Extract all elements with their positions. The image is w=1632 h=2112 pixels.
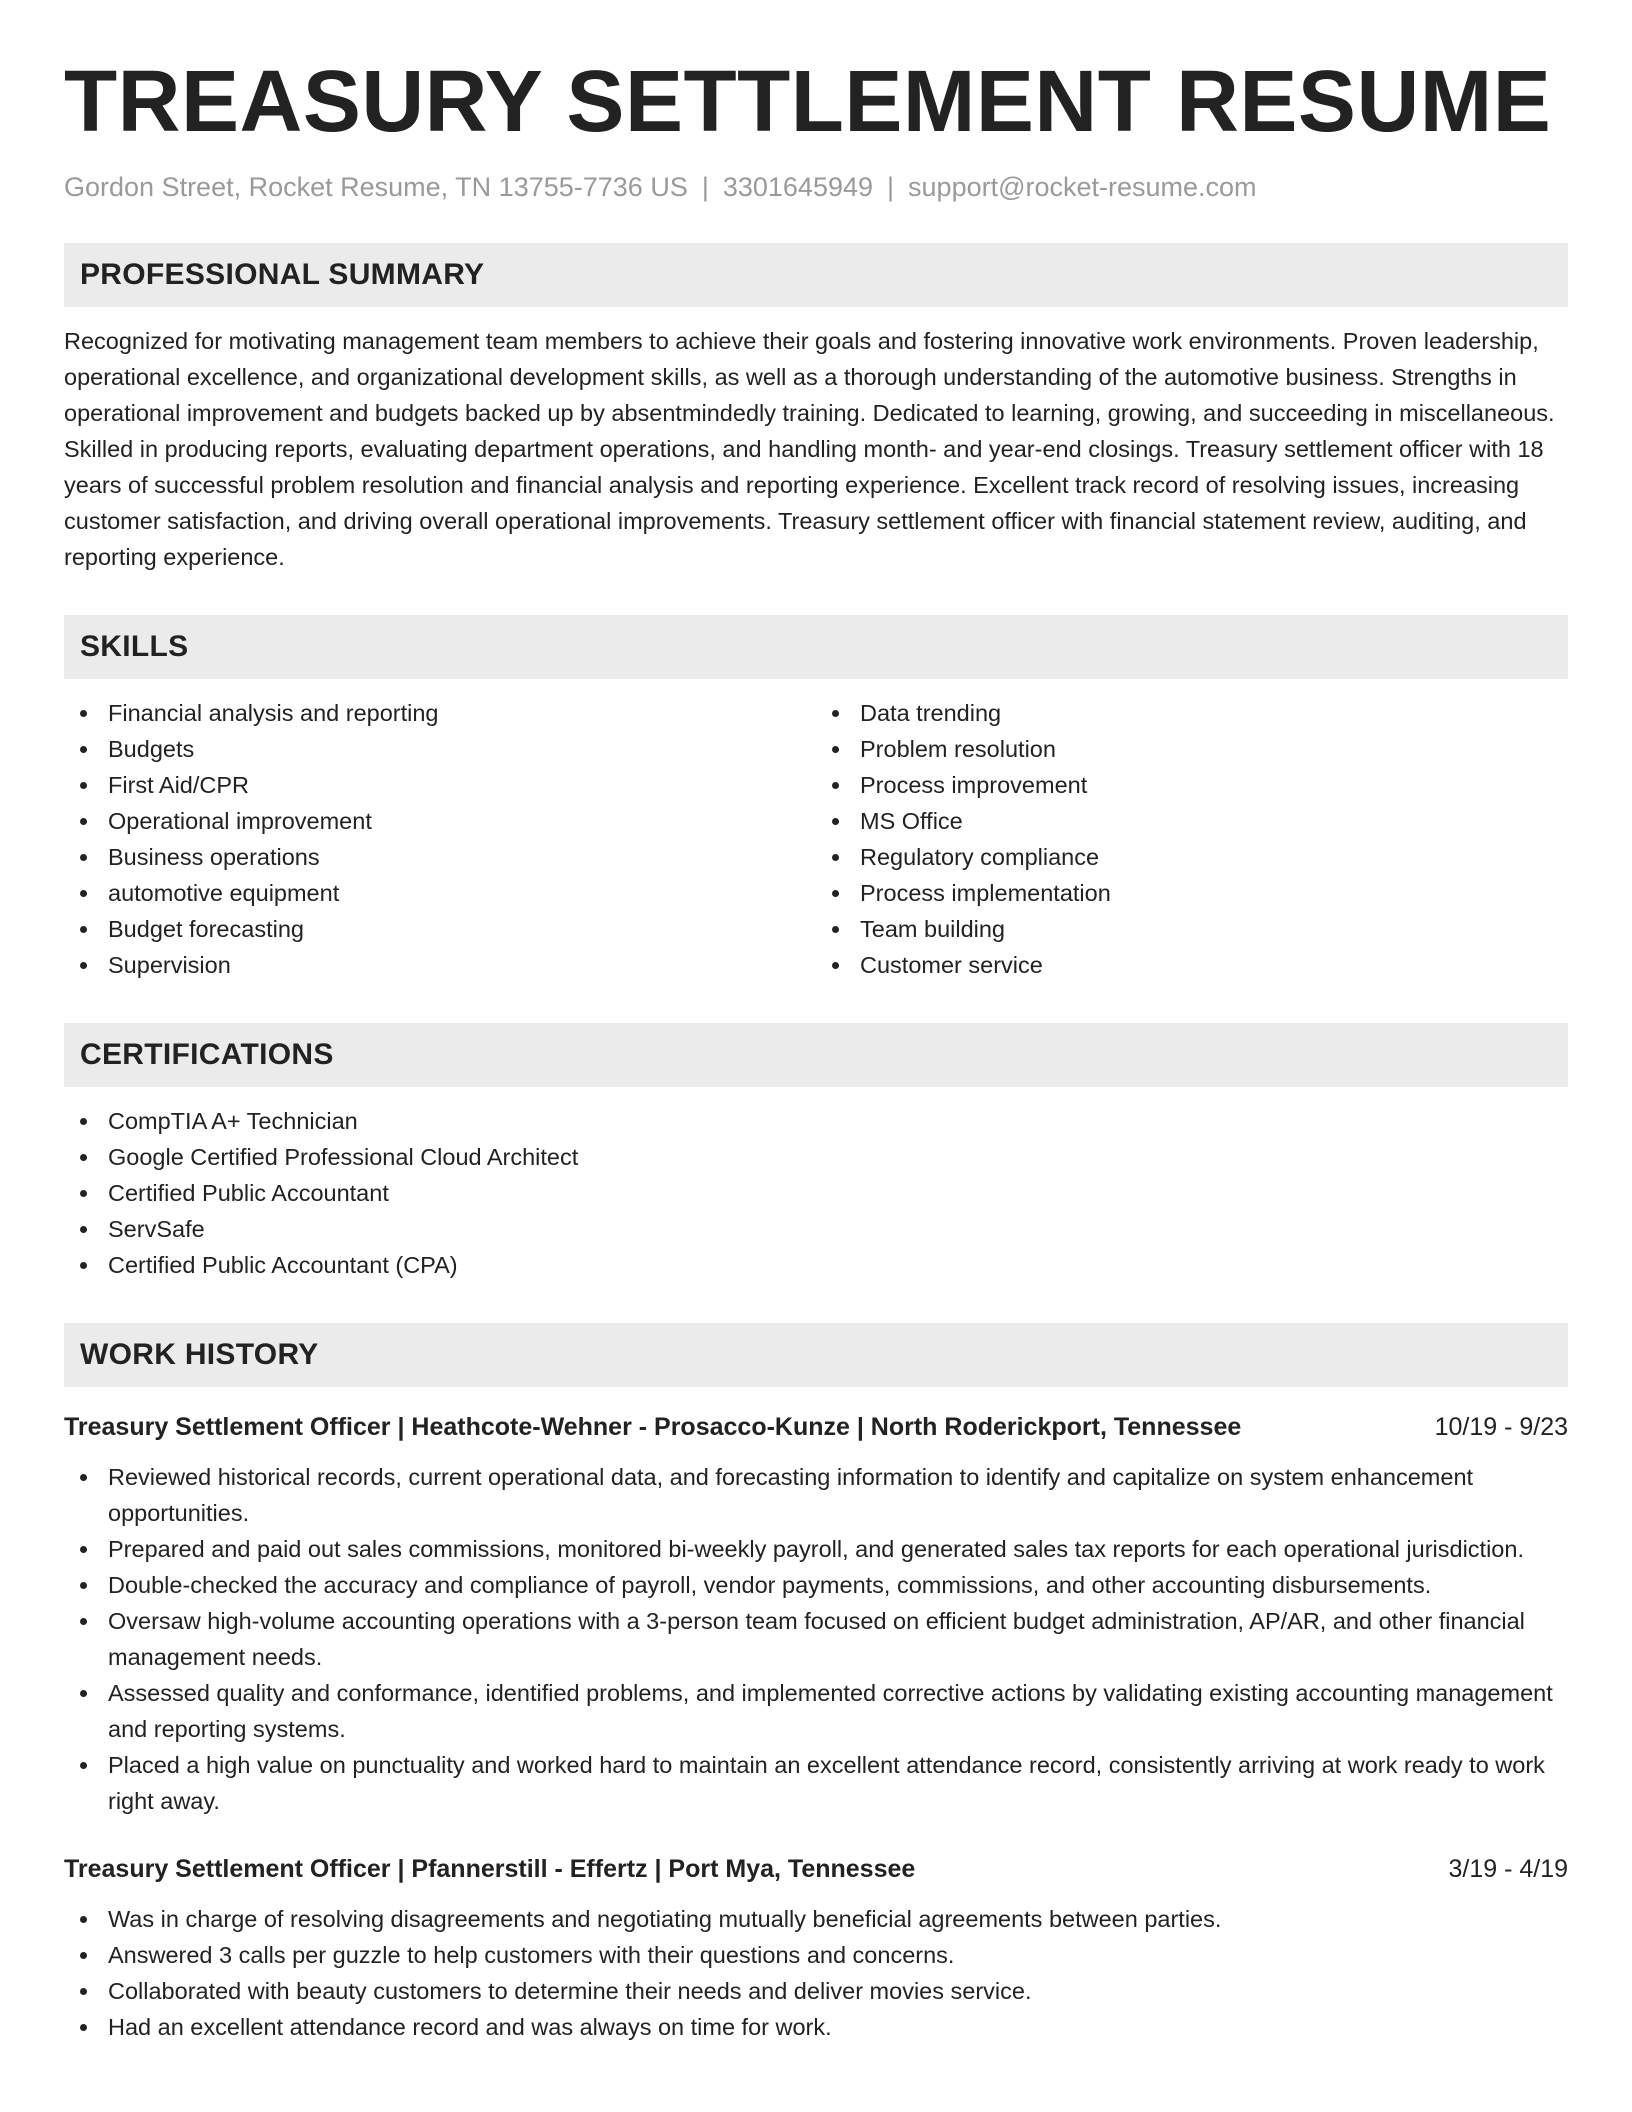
section-heading-summary: PROFESSIONAL SUMMARY: [64, 243, 1568, 307]
job-bullet: Placed a high value on punctuality and worked hard to maintain an excellent attendance record, consistently arriving at work ready to work right away.: [64, 1747, 1568, 1819]
certifications-list: [64, 1103, 1568, 1283]
job-title: Treasury Settlement Officer | Heathcote-Wehner - Prosacco-Kunze | North Roderickport, Tennessee: [64, 1413, 1242, 1442]
skill-item: MS Office: [816, 803, 1568, 839]
contact-phone: 3301645949: [722, 172, 874, 202]
skill-item: automotive equipment: [64, 875, 816, 911]
summary-section: [64, 243, 1568, 575]
contact-separator: |: [701, 172, 709, 202]
job-bullet: Was in charge of resolving disagreements and negotiating mutually beneficial agreements between parties.: [64, 1901, 1568, 1937]
skill-item: Problem resolution: [816, 731, 1568, 767]
skill-item: Budget forecasting: [64, 911, 816, 947]
skill-item: Process implementation: [816, 875, 1568, 911]
job-bullet: Collaborated with beauty customers to determine their needs and deliver movies service.: [64, 1973, 1568, 2009]
job-dates: 10/19 - 9/23: [1434, 1413, 1568, 1442]
certifications-section: [64, 1023, 1568, 1283]
contact-address: Gordon Street, Rocket Resume, TN 13755-7736 US: [64, 172, 688, 202]
skill-item: Process improvement: [816, 767, 1568, 803]
skill-item: Supervision: [64, 947, 816, 983]
skills-grid: [64, 695, 1568, 983]
job-bullet: Assessed quality and conformance, identified problems, and implemented corrective actions by validating existing accounting management and reporting systems.: [64, 1675, 1568, 1747]
job-entry: [64, 1409, 1568, 1819]
certification-item: Certified Public Accountant (CPA): [64, 1247, 1568, 1283]
job-bullet: Reviewed historical records, current operational data, and forecasting information to identify and capitalize on system enhancement opportunities.: [64, 1459, 1568, 1531]
skills-section: [64, 615, 1568, 983]
section-heading-skills: SKILLS: [64, 615, 1568, 679]
skill-item: Business operations: [64, 839, 816, 875]
certification-item: Google Certified Professional Cloud Architect: [64, 1139, 1568, 1175]
resume-title: TREASURY SETTLEMENT RESUME: [64, 53, 1552, 150]
job-bullet: Double-checked the accuracy and compliance of payroll, vendor payments, commissions, and other accounting disbursements.: [64, 1567, 1568, 1603]
certification-item: ServSafe: [64, 1211, 1568, 1247]
skills-list-left: [64, 695, 816, 983]
certification-item: Certified Public Accountant: [64, 1175, 1568, 1211]
job-title: Treasury Settlement Officer | Pfannerstill - Effertz | Port Mya, Tennessee: [64, 1855, 916, 1884]
skill-item: First Aid/CPR: [64, 767, 816, 803]
job-bullet: Had an excellent attendance record and was always on time for work.: [64, 2009, 1568, 2045]
section-heading-work-history: WORK HISTORY: [64, 1323, 1568, 1387]
job-bullet: Oversaw high-volume accounting operations with a 3-person team focused on efficient budget administration, AP/AR, and other financial management needs.: [64, 1603, 1568, 1675]
skill-item: Operational improvement: [64, 803, 816, 839]
job-bullets: [64, 1459, 1568, 1819]
work-history-section: [64, 1323, 1568, 2045]
section-heading-certifications: CERTIFICATIONS: [64, 1023, 1568, 1087]
skill-item: Budgets: [64, 731, 816, 767]
job-bullet: Answered 3 calls per guzzle to help customers with their questions and concerns.: [64, 1937, 1568, 1973]
contact-email: support@rocket-resume.com: [908, 172, 1257, 202]
contact-line: [64, 171, 1568, 203]
summary-text: Recognized for motivating management team members to achieve their goals and fostering innovative work environments. Proven leadership, operational excellence, and organizational development skills, as well as a thorough understanding of the automotive business. Strengths in operational improvement and budgets backed up by absentmindedly training. Dedicated to learning, growing, and succeeding in miscellaneous. Skilled in producing reports, evaluating department operations, and handling month- and year-end closings. Treasury settlement officer with 18 years of successful problem resolution and financial analysis and reporting experience. Excellent track record of resolving issues, increasing customer satisfaction, and driving overall operational improvements. Treasury settlement officer with financial statement review, auditing, and reporting experience.: [64, 328, 1555, 571]
skills-list-right: [816, 695, 1568, 983]
job-bullet: Prepared and paid out sales commissions, monitored bi-weekly payroll, and generated sales tax reports for each operational jurisdiction.: [64, 1531, 1568, 1567]
job-header: [64, 1851, 1568, 1887]
certification-item: CompTIA A+ Technician: [64, 1103, 1568, 1139]
job-entry: [64, 1851, 1568, 2045]
contact-separator: |: [887, 172, 895, 202]
skill-item: Financial analysis and reporting: [64, 695, 816, 731]
skill-item: Data trending: [816, 695, 1568, 731]
job-dates: 3/19 - 4/19: [1448, 1855, 1568, 1884]
job-header: [64, 1409, 1568, 1445]
skill-item: Team building: [816, 911, 1568, 947]
skill-item: Regulatory compliance: [816, 839, 1568, 875]
skill-item: Customer service: [816, 947, 1568, 983]
job-bullets: [64, 1901, 1568, 2045]
